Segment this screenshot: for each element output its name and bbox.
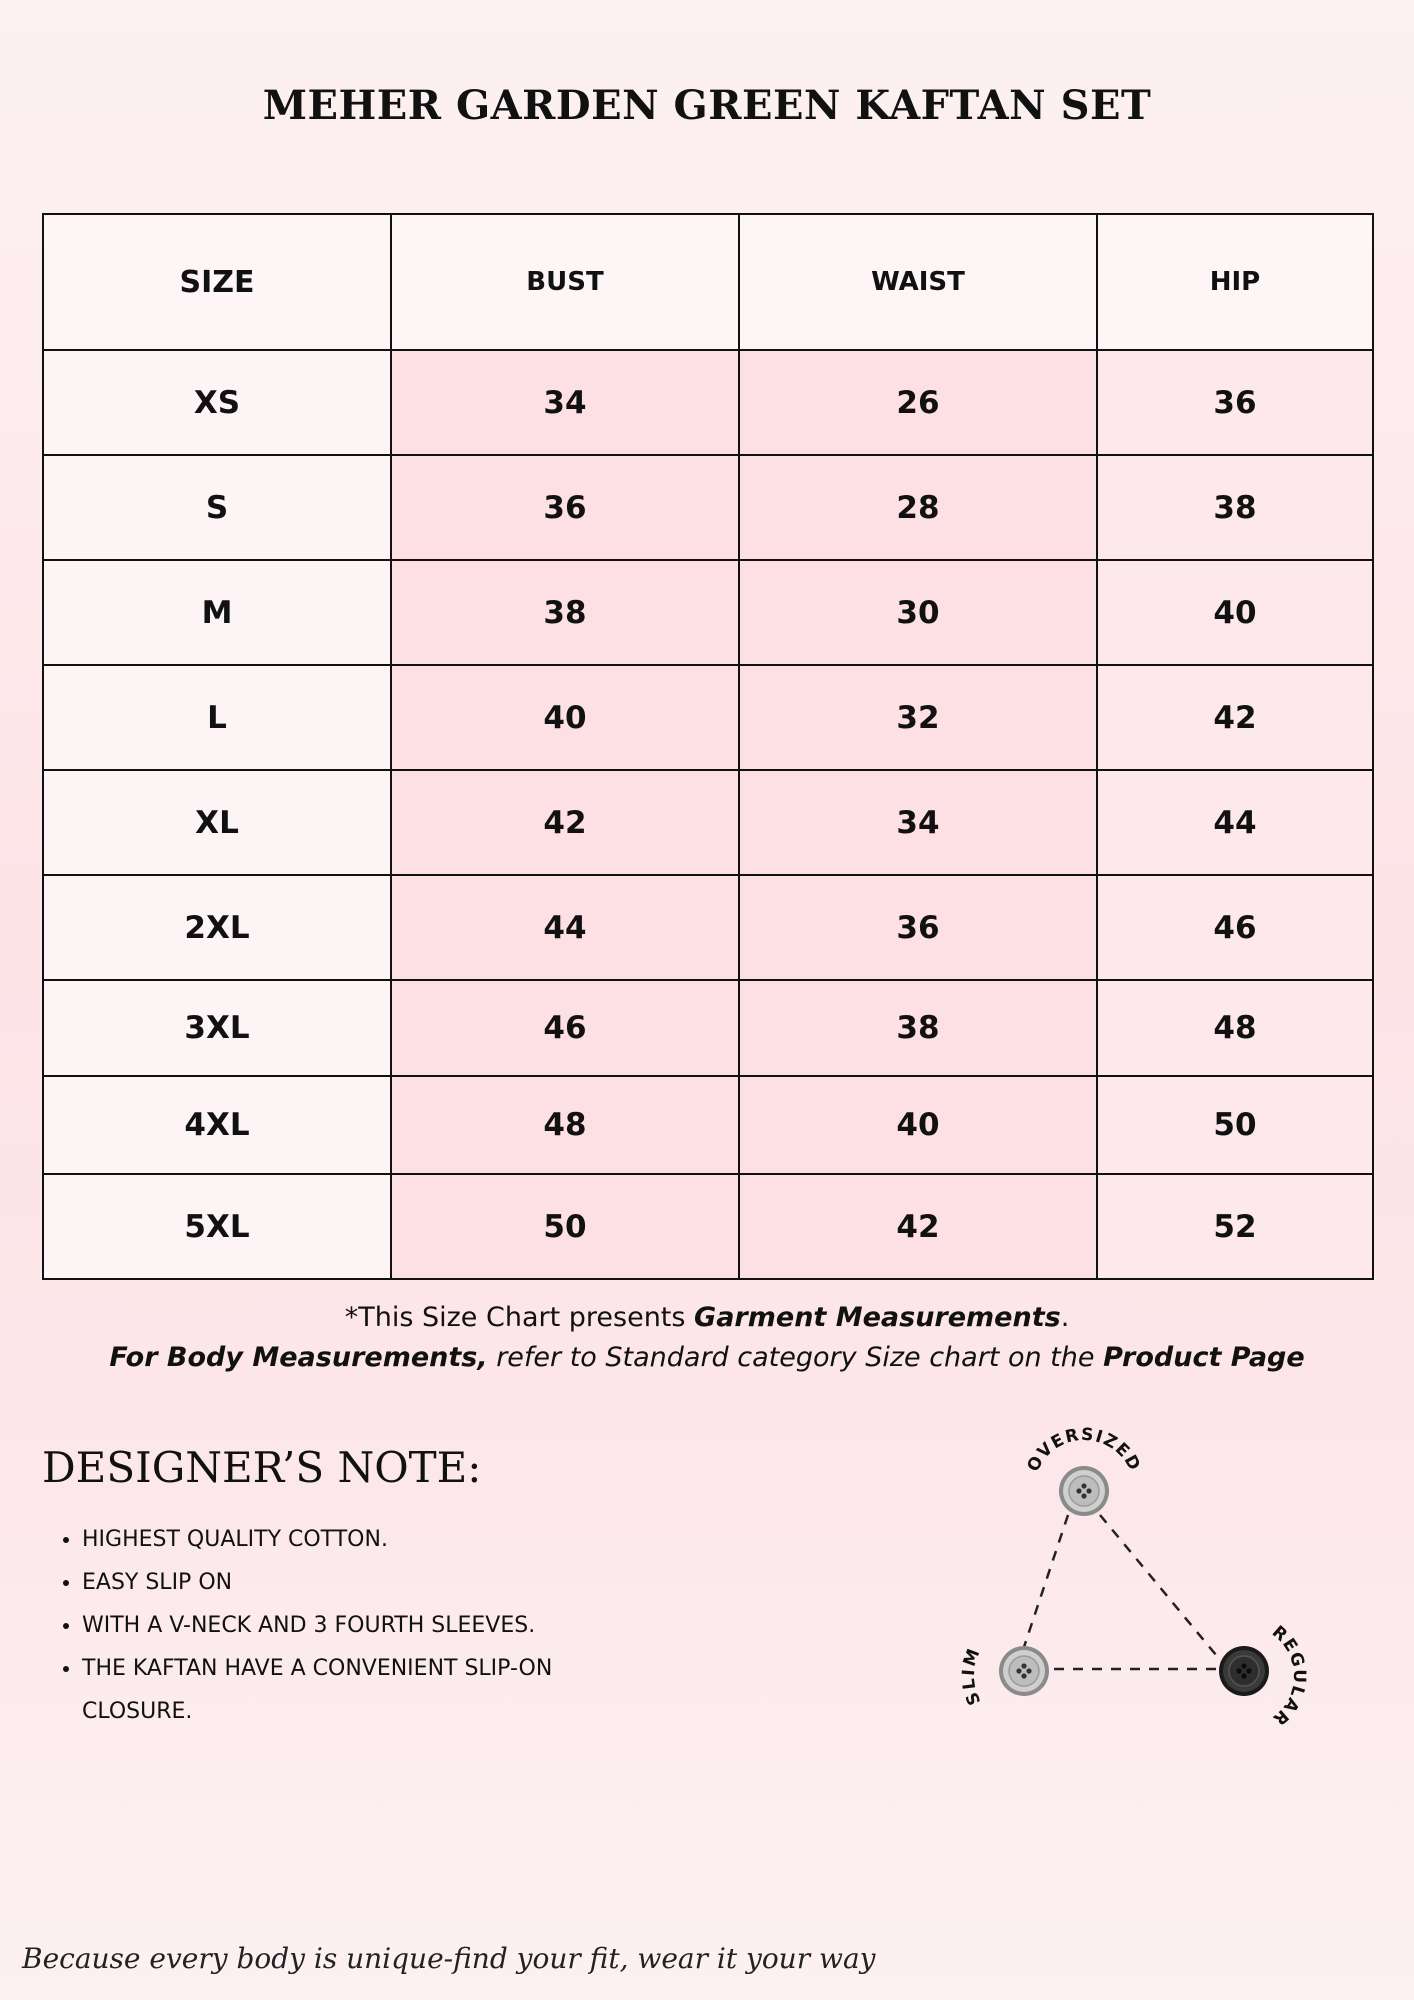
fit-label-regular: REGULAR bbox=[1267, 1622, 1310, 1730]
cell-waist: 34 bbox=[739, 770, 1097, 875]
header-waist: WAIST bbox=[739, 214, 1097, 350]
cell-bust: 50 bbox=[391, 1174, 739, 1279]
table-row bbox=[43, 875, 1373, 980]
list-item: • EASY SLIP ON bbox=[82, 1561, 602, 1604]
button-dark-icon bbox=[1219, 1646, 1269, 1696]
cell-waist: 32 bbox=[739, 665, 1097, 770]
header-size: SIZE bbox=[43, 214, 391, 350]
cell-bust: 44 bbox=[391, 875, 739, 980]
header-bust: BUST bbox=[391, 214, 739, 350]
cell-bust: 48 bbox=[391, 1076, 739, 1174]
cell-hip: 44 bbox=[1097, 770, 1373, 875]
cell-hip: 46 bbox=[1097, 875, 1373, 980]
note-middle: refer to Standard category Size chart on the bbox=[487, 1342, 1104, 1373]
note-product-page: Product Page bbox=[1103, 1342, 1305, 1373]
cell-bust: 42 bbox=[391, 770, 739, 875]
body-measurement-note bbox=[0, 1338, 1414, 1378]
cell-waist: 30 bbox=[739, 560, 1097, 665]
cell-size: M bbox=[43, 560, 391, 665]
button-light-icon bbox=[999, 1646, 1049, 1696]
designer-note-title: DESIGNER’S NOTE: bbox=[42, 1443, 482, 1492]
cell-bust: 40 bbox=[391, 665, 739, 770]
cell-bust: 46 bbox=[391, 980, 739, 1076]
cell-waist: 40 bbox=[739, 1076, 1097, 1174]
garment-measurement-note bbox=[0, 1298, 1414, 1338]
cell-waist: 26 bbox=[739, 350, 1097, 455]
table-header-row bbox=[43, 214, 1373, 350]
fit-triangle-diagram bbox=[950, 1405, 1320, 1735]
cell-size: L bbox=[43, 665, 391, 770]
header-hip: HIP bbox=[1097, 214, 1373, 350]
cell-hip: 52 bbox=[1097, 1174, 1373, 1279]
note-prefix: *This Size Chart presents bbox=[344, 1302, 695, 1333]
cell-hip: 42 bbox=[1097, 665, 1373, 770]
table-row bbox=[43, 350, 1373, 455]
note-body-measurements: For Body Measurements, bbox=[109, 1342, 488, 1373]
table-row bbox=[43, 455, 1373, 560]
cell-size: 5XL bbox=[43, 1174, 391, 1279]
button-light-icon bbox=[1059, 1466, 1109, 1516]
fit-label-slim: SLIM bbox=[958, 1644, 986, 1708]
note-garment-measurements: Garment Measurements bbox=[694, 1302, 1061, 1333]
cell-waist: 36 bbox=[739, 875, 1097, 980]
cell-hip: 48 bbox=[1097, 980, 1373, 1076]
cell-waist: 38 bbox=[739, 980, 1097, 1076]
cell-hip: 36 bbox=[1097, 350, 1373, 455]
cell-size: 4XL bbox=[43, 1076, 391, 1174]
cell-size: XL bbox=[43, 770, 391, 875]
cell-size: 2XL bbox=[43, 875, 391, 980]
cell-bust: 34 bbox=[391, 350, 739, 455]
table-row bbox=[43, 770, 1373, 875]
size-chart-table bbox=[42, 213, 1374, 1280]
table-row bbox=[43, 980, 1373, 1076]
cell-size: S bbox=[43, 455, 391, 560]
cell-hip: 40 bbox=[1097, 560, 1373, 665]
cell-bust: 38 bbox=[391, 560, 739, 665]
designer-note-list bbox=[42, 1518, 602, 1733]
page-title: MEHER GARDEN GREEN KAFTAN SET bbox=[262, 82, 1152, 129]
cell-size: XS bbox=[43, 350, 391, 455]
fit-connector-lines bbox=[1024, 1515, 1226, 1669]
table-row bbox=[43, 560, 1373, 665]
cell-size: 3XL bbox=[43, 980, 391, 1076]
list-item: • WITH A V-NECK AND 3 FOURTH SLEEVES. bbox=[82, 1604, 602, 1647]
list-item: • THE KAFTAN HAVE A CONVENIENT SLIP-ON CLOSURE. bbox=[82, 1647, 602, 1733]
note-suffix: . bbox=[1060, 1302, 1070, 1333]
cell-waist: 42 bbox=[739, 1174, 1097, 1279]
table-row bbox=[43, 665, 1373, 770]
fit-label-oversized: OVERSIZED bbox=[1023, 1424, 1145, 1476]
cell-hip: 50 bbox=[1097, 1076, 1373, 1174]
cell-hip: 38 bbox=[1097, 455, 1373, 560]
footer-tagline: Because every body is unique-find your fit, wear it your way bbox=[22, 1942, 876, 1975]
list-item: • HIGHEST QUALITY COTTON. bbox=[82, 1518, 602, 1561]
cell-waist: 28 bbox=[739, 455, 1097, 560]
cell-bust: 36 bbox=[391, 455, 739, 560]
table-row bbox=[43, 1174, 1373, 1279]
table-row bbox=[43, 1076, 1373, 1174]
